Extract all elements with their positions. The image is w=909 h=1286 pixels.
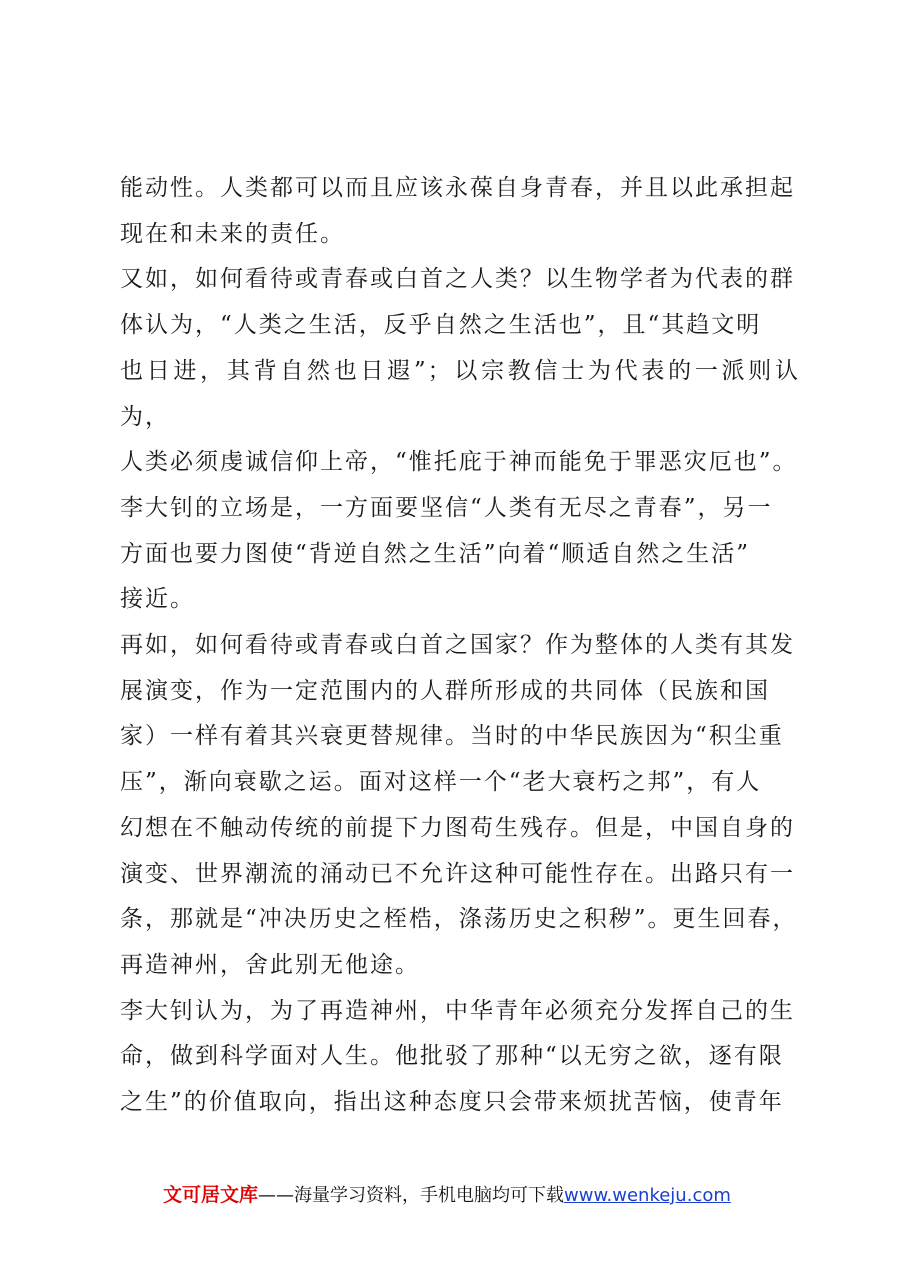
text-line: 李大钊的立场是，一方面要坚信“人类有无尽之青春”，另一 (120, 494, 773, 521)
text-line: 展演变，作为一定范围内的人群所形成的共同体（民族和国 (120, 677, 770, 704)
document-body (120, 166, 800, 1126)
text-line: 再造神州，舍此别无他途。 (120, 951, 420, 978)
text-line: 能动性。人类都可以而且应该永葆自身青春，并且以此承担起 (120, 175, 795, 201)
text-line: 之生”的价值取向，指出这种态度只会带来烦扰苦恼，使青年 (120, 1089, 784, 1116)
text-line: 家）一样有着其兴衰更替规律。当时的中华民族因为“积尘重 (120, 723, 784, 750)
text-line: 现在和未来的责任。 (120, 220, 345, 247)
footer-brand: 文可居文库 (163, 1184, 259, 1206)
text-line: 人类必须虔诚信仰上帝，“惟托庇于神而能免于罪恶灾厄也”。 (120, 449, 798, 476)
text-line: 压”，渐向衰歇之运。面对这样一个“老大衰朽之邦”，有人 (120, 769, 762, 796)
footer-slogan: ——海量学习资料，手机电脑均可下载 (258, 1185, 565, 1206)
text-line: 幻想在不触动传统的前提下力图苟生残存。但是，中国自身的 (120, 814, 795, 841)
text-line: 又如，如何看待或青春或白首之人类？以生物学者为代表的群 (120, 266, 795, 293)
text-line: 接近。 (120, 586, 195, 613)
footer-site-link[interactable]: www.wenkeju.com (564, 1185, 731, 1206)
text-line: 演变、世界潮流的涌动已不允许这种可能性存在。出路只有一 (120, 860, 795, 887)
text-line: 体认为，“人类之生活，反乎自然之生活也”，且“其趋文明 (120, 312, 762, 339)
text-line: 也日进，其背自然也日遐”；以宗教信士为代表的一派则认为， (120, 357, 800, 430)
text-line: 再如，如何看待或青春或白首之国家？作为整体的人类有其发 (120, 632, 795, 659)
page-footer (163, 1183, 803, 1208)
text-line: 条，那就是“冲决历史之桎梏，涤荡历史之积秽”。更生回春， (120, 906, 798, 933)
text-line: 李大钊认为，为了再造神州，中华青年必须充分发挥自己的生 (120, 997, 795, 1024)
text-line: 命，做到科学面对人生。他批驳了那种“以无穷之欲，逐有限 (120, 1043, 784, 1070)
text-line: 方面也要力图使“背逆自然之生活”向着“顺适自然之生活” (120, 540, 751, 567)
